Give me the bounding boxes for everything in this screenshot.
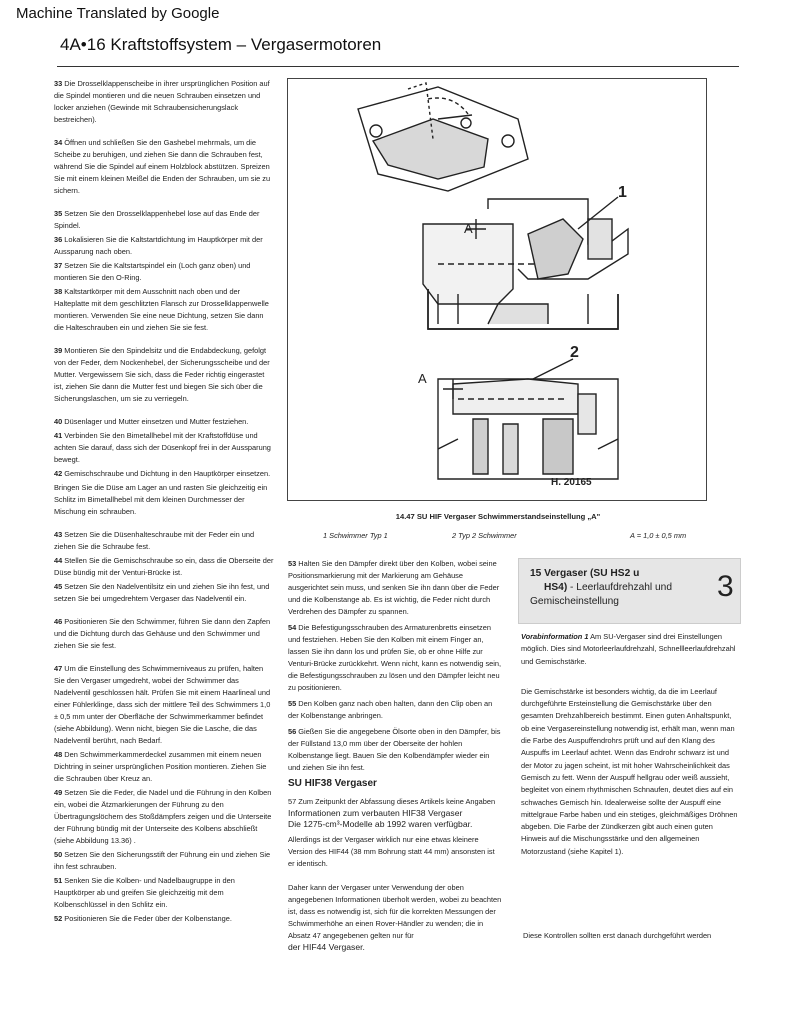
paragraph-43 — [54, 529, 274, 553]
paragraph-44 — [54, 555, 274, 579]
paragraph-number: 35 — [54, 209, 63, 218]
paragraph-56 — [288, 726, 503, 774]
paragraph-number: 47 — [54, 664, 63, 673]
header-rule — [57, 66, 739, 67]
chapter-number: 3 — [717, 570, 734, 603]
legend-item-a: A = 1,0 ± 0,5 mm — [630, 531, 687, 540]
paragraph-45 — [54, 581, 274, 605]
paragraph-number: 51 — [54, 876, 63, 885]
paragraph-number: 39 — [54, 346, 63, 355]
paragraph-36 — [54, 234, 274, 258]
paragraph-text: Die Befestigungsschrauben des Armaturenbretts einsetzen und festziehen. Heben Sie den Kolben mit einem Finger an, lassen Sie ihn dann los und prüfen Sie, ob er ohne Hilfe zur Venturi-Brücke zurückkehrt. Wenn nicht, kann es notwendig sein, die Befestigungsschrauben zu lösen und den Dämpfer leicht neu zu positionieren. — [288, 623, 502, 692]
paragraph-49 — [54, 787, 274, 847]
paragraph-57-line2: Informationen zum verbauten HIF38 Vergaser — [288, 808, 463, 818]
paragraph-38 — [54, 286, 274, 334]
legend-item-2: 2 Typ 2 Schwimmer — [452, 531, 517, 540]
paragraph-number: 38 — [54, 287, 63, 296]
paragraph-number: 49 — [54, 788, 63, 797]
prelim-text: Am SU-Vergaser sind drei Einstellungen möglich. Dies sind Motorleerlaufdrehzahl, Schnellleerlaufdrehzahl und Gemischstärke. — [521, 632, 736, 666]
paragraph-number: 40 — [54, 417, 63, 426]
paragraph-text: Öffnen und schließen Sie den Gashebel mehrmals, um die Scheibe zu beruhigen, und ziehen Sie dann die Schrauben fest, während Sie die Spindel auf einem Holzblock abstützen. Spreizen Sie mit einem kleinen Meißel die Enden der Schrauben, um sie zu sichern. — [54, 138, 271, 195]
paragraph-46 — [54, 616, 274, 652]
paragraph-text: Den Schwimmerkammerdeckel zusammen mit einem neuen Dichtring in seiner ursprünglichen Position montieren. Ziehen Sie die Schrauben über Kreuz an. — [54, 750, 267, 783]
paragraph-text: Setzen Sie den Nadelventilsitz ein und ziehen Sie ihn fest, und setzen Sie bei umgedrehtem Vergaser das Nadelventil ein. — [54, 582, 270, 603]
paragraph-number: 34 — [54, 138, 63, 147]
paragraph-text: Lokalisieren Sie die Kaltstartdichtung im Hauptkörper mit der Aussparung nach oben. — [54, 235, 263, 256]
paragraph-text: Düsenlager und Mutter einsetzen und Mutter festziehen. — [64, 417, 249, 426]
paragraph-number: 33 — [54, 79, 63, 88]
paragraph-number: 50 — [54, 850, 63, 859]
paragraph-number: 37 — [54, 261, 63, 270]
paragraph-number: 43 — [54, 530, 63, 539]
paragraph-text: Setzen Sie die Kaltstartspindel ein (Loch ganz oben) und montieren Sie den O-Ring. — [54, 261, 251, 282]
paragraph-text: Gießen Sie die angegebene Ölsorte oben in den Dämpfer, bis der Füllstand 13,0 mm über der Oberseite der hohlen Kolbenstange liegt. Bauen Sie den Kolbendämpfer wieder ein und ziehen Sie ihn fest. — [288, 727, 501, 772]
paragraph-number: 44 — [54, 556, 63, 565]
paragraph-number: 53 — [288, 559, 297, 568]
paragraph-text: Den Kolben ganz nach oben halten, dann den Clip oben an der Kolbenstange anbringen. — [288, 699, 493, 720]
paragraph-48 — [54, 749, 274, 785]
figure-label-a-upper: A — [464, 221, 473, 236]
paragraph-50 — [54, 849, 274, 873]
figure-caption: 14.47 SU HIF Vergaser Schwimmerstandseinstellung „A" — [395, 512, 601, 521]
paragraph-text: Gemischschraube und Dichtung in den Hauptkörper einsetzen. — [64, 469, 271, 478]
paragraph-text: Um die Einstellung des Schwimmerniveaus zu prüfen, halten Sie den Vergaser umgedreht, wobei der Schwimmer das Nadelventil geschlossen hält. Prüfen Sie mit einem Haarlineal und einer Fühlerklinge, dass sich der mittlere Teil des Schwimmers 1,0 ± 0,5 mm unter der Oberfläche der Schwimmerkammer befindet (siehe Abbildung). Wenn nicht, biegen Sie die Lasche, die das Nadelventil berührt, nach Bedarf. — [54, 664, 271, 745]
paragraph-37 — [54, 260, 274, 284]
paragraph-57-line3: Die 1275-cm³-Modelle ab 1992 waren verfügbar. — [288, 819, 473, 829]
paragraph-number: 48 — [54, 750, 63, 759]
paragraph-number: 46 — [54, 617, 63, 626]
paragraph-number: 56 — [288, 727, 297, 736]
paragraph-text: Positionieren Sie den Schwimmer, führen Sie dann den Zapfen und die Dichtung durch das Gehäuse und den Schwimmer und ziehen Sie sie fest. — [54, 617, 271, 650]
section-heading-hif38: SU HIF38 Vergaser — [288, 778, 377, 789]
paragraph-text: Kaltstartkörper mit dem Ausschnitt nach oben und der Halteplatte mit dem geschlitzten Flansch zur Drosselklappenwelle montieren. Verwenden Sie eine neue Dichtung, setzen Sie dann die Halteschrauben ein und ziehen Sie sie fest. — [54, 287, 269, 332]
paragraph-number: 52 — [54, 914, 63, 923]
translation-banner: Machine Translated by Google — [16, 5, 220, 22]
paragraph-57-line5: Daher kann der Vergaser unter Verwendung der oben angegebenen Informationen überholt werden, wobei zu beachten ist, dass es notwendig ist, sich für die korrekten Messungen der Schwimmerhöhe an einen Rover-Händler zu wenden; die in Absatz 47 angegebenen gelten nur für — [288, 883, 502, 940]
section-title-15 — [530, 567, 700, 609]
paragraph-text: Montieren Sie den Spindelsitz und die Endabdeckung, gefolgt von der Feder, dem Nockenhebel, der Sicherungsscheibe und der Mutter. Vergewissern Sie sich, dass die Feder richtig eingerastet ist, ziehen Sie dann die Mutter fest und biegen Sie sich über die Sicherungslaschen, um sie zu verriegeln. — [54, 346, 270, 403]
figure-label-a-lower: A — [418, 371, 427, 386]
paragraph-text: Verbinden Sie den Bimetallhebel mit der Kraftstoffdüse und achten Sie darauf, dass sich der Düsenkopf frei in der Aussparung bewegt. — [54, 431, 271, 464]
paragraph-34 — [54, 137, 274, 197]
carburettor-drawing — [288, 79, 708, 502]
paragraph-number: 45 — [54, 582, 63, 591]
prelim-label: Vorabinformation 1 — [521, 632, 589, 641]
paragraph-39 — [54, 345, 274, 405]
section-title-rest: - Leerlaufdrehzahl und Gemischeinstellung — [530, 582, 672, 607]
paragraph-42 — [54, 468, 274, 480]
paragraph-33 — [54, 78, 274, 126]
paragraph-57-line1: 57 Zum Zeitpunkt der Abfassung dieses Artikels keine Angaben — [288, 797, 496, 806]
paragraph-55 — [288, 698, 503, 722]
paragraph-41 — [54, 430, 274, 466]
paragraph-47 — [54, 663, 274, 747]
paragraph-52 — [54, 913, 274, 925]
paragraph-number: 54 — [288, 623, 297, 632]
figure-label-2: 2 — [570, 344, 579, 361]
paragraph-54 — [288, 622, 503, 694]
paragraph-text: Setzen Sie die Feder, die Nadel und die Führung in den Kolben ein, wobei die Ätzmarkierungen der Führung zu den Übertragungslöchern des Stoßdämpfers zeigen und die Unterseite der Führung bündig mit der Unterseite des Kolbens abschließt (siehe Abbildung 13.36) . — [54, 788, 272, 845]
paragraph-number: 41 — [54, 431, 63, 440]
paragraph-40 — [54, 416, 274, 428]
paragraph-text: Stellen Sie die Gemischschraube so ein, dass die Oberseite der Düse bündig mit der Venturi-Brücke ist. — [54, 556, 274, 577]
paragraph-mixture: Die Gemischstärke ist besonders wichtig, da die im Leerlauf durchgeführte Ersteinstellung die Gemischstärke über den gesamten Drehzahlbereich bestimmt. Einen guten Anhaltspunkt, ob eine Vergasereinstellung notwendig ist, erhält man, wenn man die Farbe des Auspuffendrohrs prüft und auf den Klang des Auspuffs im Leerlauf achtet. Wenn das Endrohr schwarz ist und der Motor zu jagen scheint, ist mit hoher Wahrscheinlichkeit das Gemisch zu fett. Wenn der Auspuff hellgrau oder weiß aussieht, begleitet von einem rhythmischen Schnaufen, deutet dies auf ein schwaches Gemisch hin. Idealerweise sollte der Auspuff eine mittelgraue Farbe haben und ein stetiges, gleichmäßiges Dröhnen abgeben. Die Farbe der Zündkerzen gibt auch einen guten Hinweis auf die Mischungsstärke und den allgemeinen Motorzustand (siehe Kapitel 1). — [521, 686, 738, 856]
paragraph-text: Bringen Sie die Düse am Lager an und rasten Sie gleichzeitig ein Schlitz im Bimetallhebel mit dem kleinen Durchmesser der Mischung ein schrauben. — [54, 483, 268, 516]
figure-carburettor-float — [287, 78, 707, 501]
paragraph-prelim — [521, 631, 739, 668]
section-title-line1: 15 Vergaser (SU HS2 u — [530, 568, 640, 579]
paragraph-text: Senken Sie die Kolben- und Nadelbaugruppe in den Hauptkörper ab und greifen Sie gleichzeitig mit dem Kolbenschlüssel in den Schlitz ein. — [54, 876, 235, 909]
paragraph-text: Setzen Sie den Sicherungsstift der Führung ein und ziehen Sie ihn fest schrauben. — [54, 850, 271, 871]
paragraph-35 — [54, 208, 274, 232]
paragraph-53 — [288, 558, 503, 618]
figure-code: H. 20165 — [551, 477, 592, 488]
page-title: 4A•16 Kraftstoffsystem – Vergasermotoren — [60, 35, 382, 54]
paragraph-text: Positionieren Sie die Feder über der Kolbenstange. — [64, 914, 232, 923]
paragraph-number: 55 — [288, 699, 297, 708]
paragraph-51 — [54, 875, 274, 911]
paragraph-57-line6: der HIF44 Vergaser. — [288, 942, 365, 952]
left-column — [54, 78, 274, 936]
paragraph-number: 36 — [54, 235, 63, 244]
paragraph-57-line4: Allerdings ist der Vergaser wirklich nur eine etwas kleinere Version des HIF44 (38 mm Bohrung statt 44 mm) ansonsten ist er identisch. — [288, 835, 495, 868]
bottom-note: Diese Kontrollen sollten erst danach durchgeführt werden — [523, 931, 712, 940]
paragraph-cont — [54, 482, 274, 518]
paragraph-text: Die Drosselklappenscheibe in ihrer ursprünglichen Position auf die Spindel montieren und die neuen Schrauben einsetzen und locker anziehen (Gewinde mit Schraubensicherungslack bestreichen). — [54, 79, 270, 124]
section-title-model: HS4) — [544, 582, 568, 593]
legend-item-1: 1 Schwimmer Typ 1 — [323, 531, 388, 540]
right-column — [521, 631, 739, 867]
middle-column — [288, 558, 503, 953]
paragraph-text: Setzen Sie die Düsenhalteschraube mit der Feder ein und ziehen Sie die Schraube fest. — [54, 530, 255, 551]
paragraph-text: Setzen Sie den Drosselklappenhebel lose auf das Ende der Spindel. — [54, 209, 260, 230]
figure-label-1: 1 — [618, 184, 627, 201]
paragraph-number: 42 — [54, 469, 63, 478]
paragraph-text: Halten Sie den Dämpfer direkt über den Kolben, wobei seine Positionsmarkierung mit der Markierung am Gehäuse ausgerichtet sein muss, und senken Sie ihn dann über die Feder und die Kolbenstange ab. Es ist wichtig, die Feder nicht durch Verdrehen des Dämpfer zu spannen. — [288, 559, 500, 616]
